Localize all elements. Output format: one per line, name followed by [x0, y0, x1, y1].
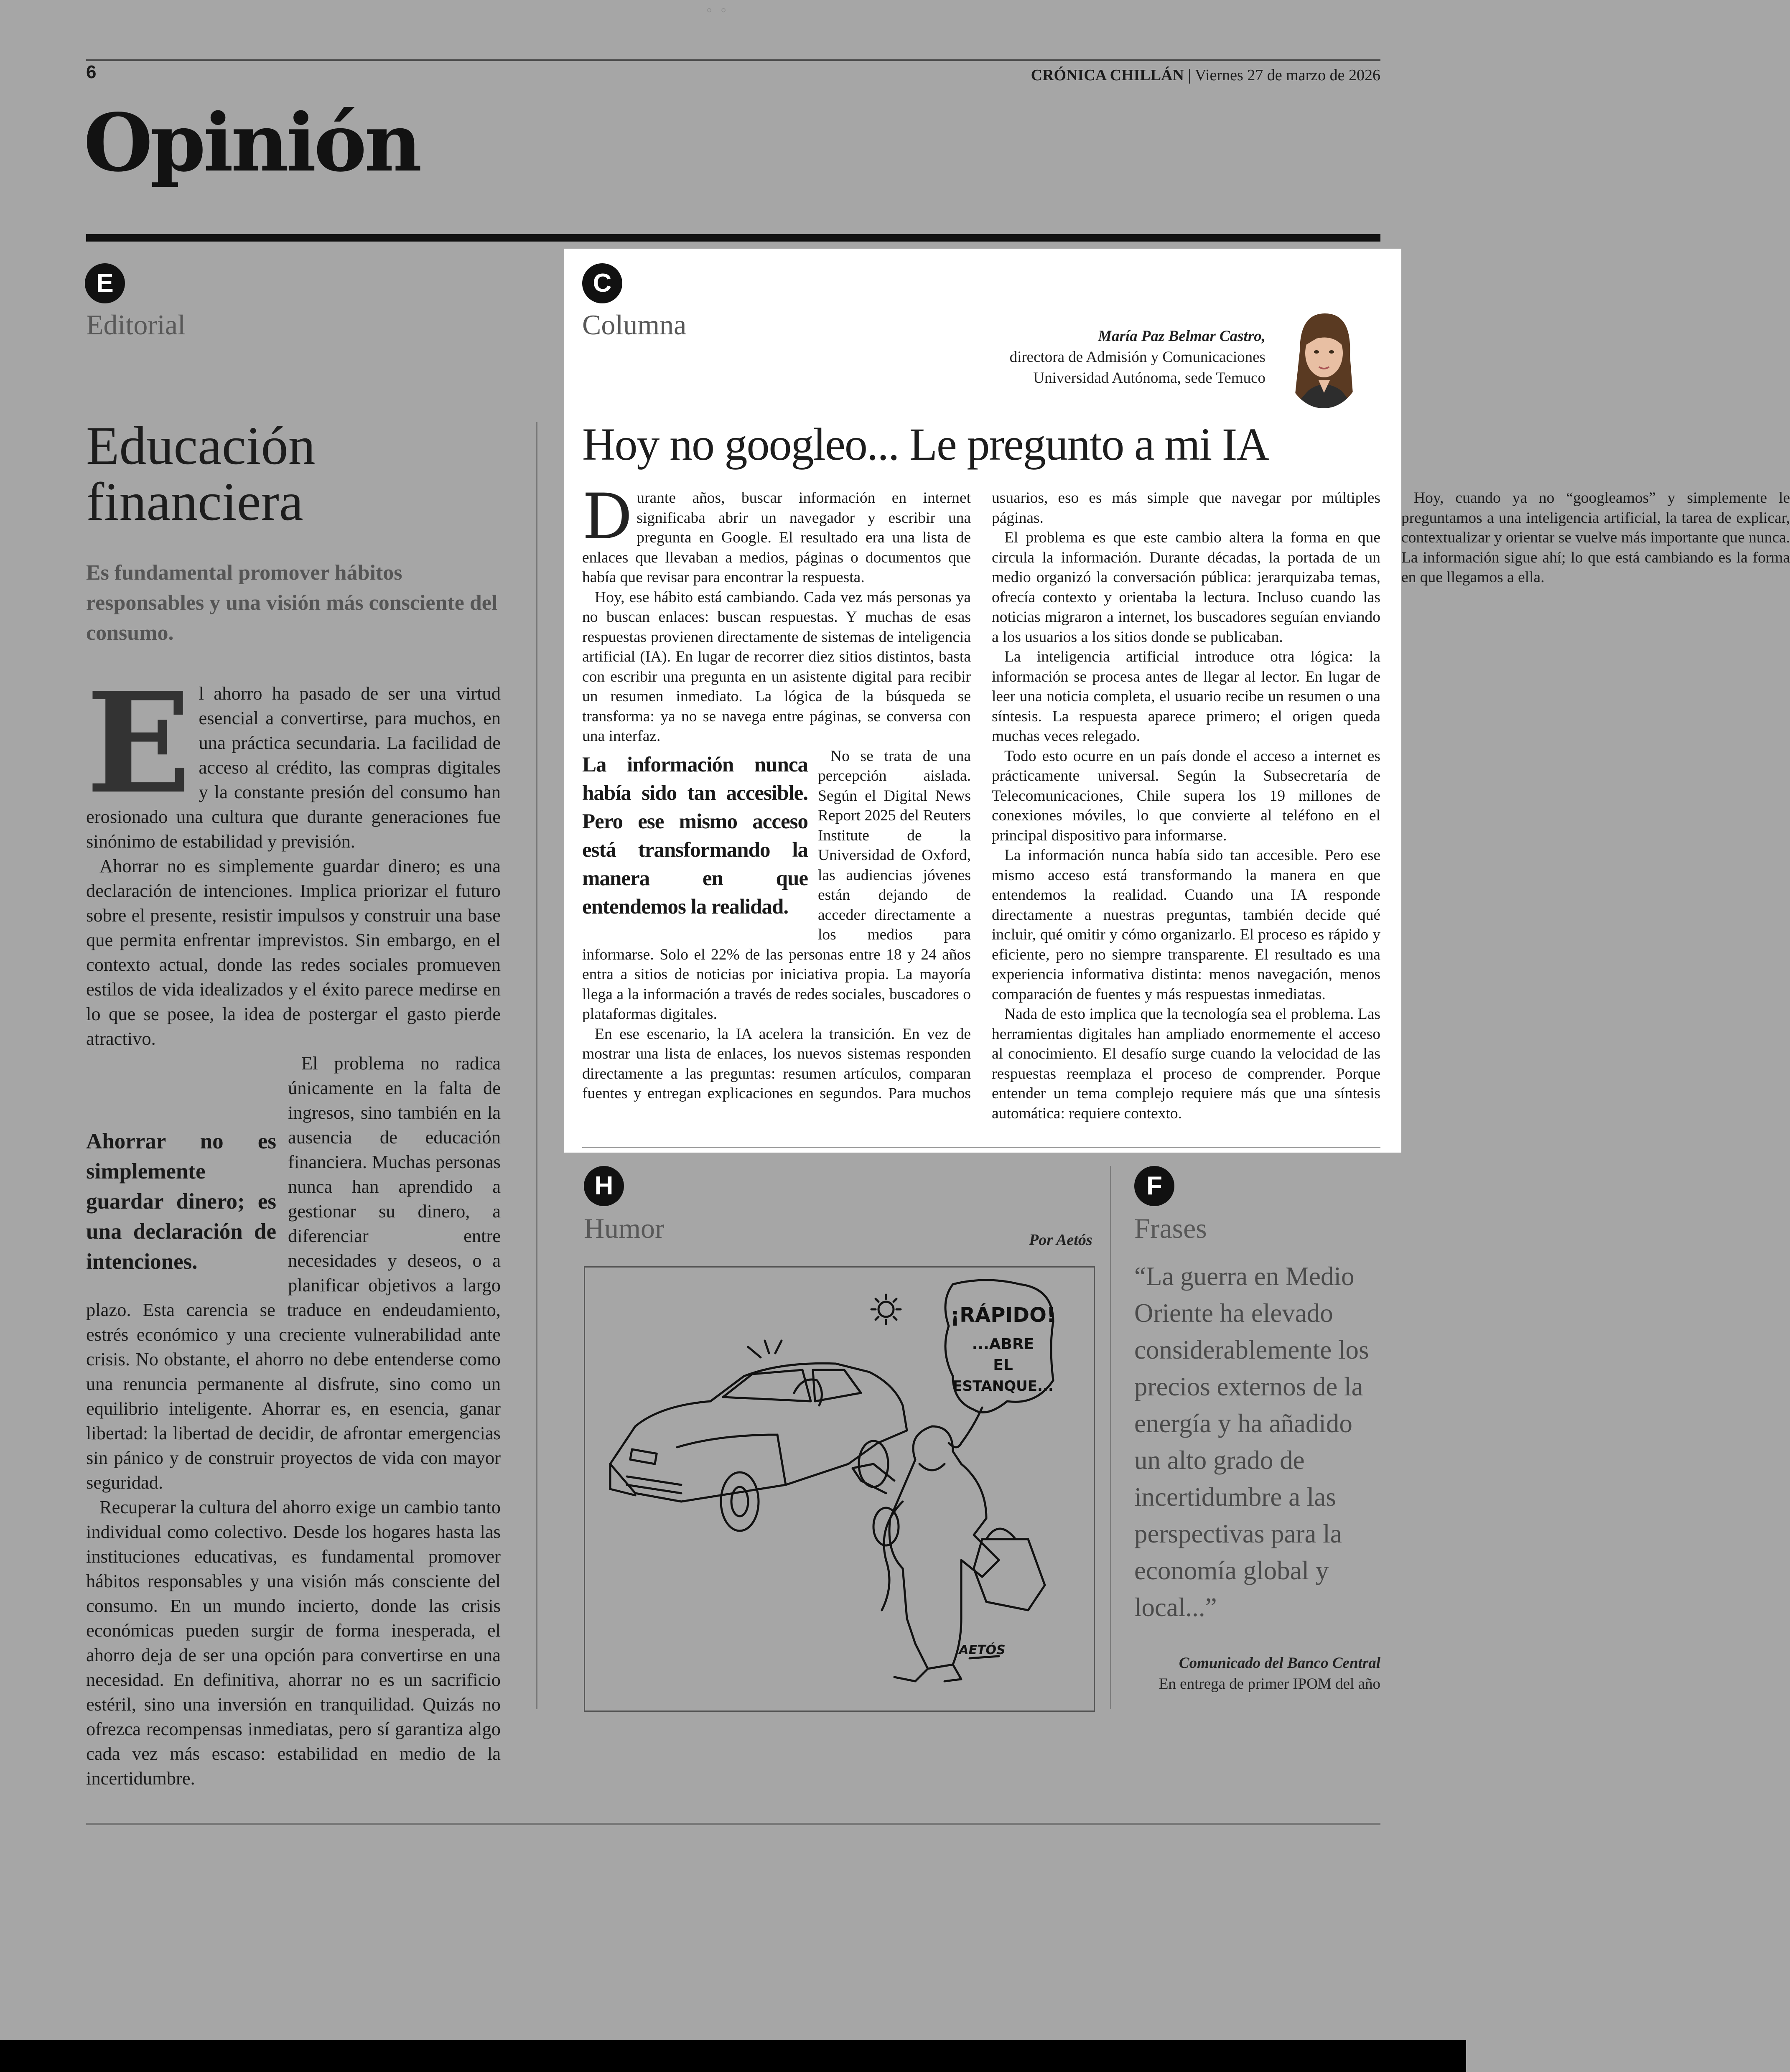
column-paragraph: Nada de esto implica que la tecnología sea el problema. Las herramientas digitales han ampliado enormemente el acceso al conocimiento. El desafío surge cuando la velocidad de las respuestas reemplaza el proceso de comprender. Porque entender un tema complejo requiere más que una síntesis automática: requiere contexto.	[992, 1005, 1380, 1122]
top-rule	[86, 59, 1380, 61]
frases-badge: F	[1134, 1166, 1174, 1206]
author-org: Universidad Autónoma, sede Temuco	[1033, 369, 1265, 387]
issue-date: | Viernes 27 de marzo de 2026	[1188, 66, 1380, 84]
author-role: directora de Admisión y Comunicaciones	[1009, 349, 1265, 366]
editorial-paragraph: Recuperar la cultura del ahorro exige un cambio tanto individual como colectivo. Desde los hogares hasta las instituciones educativas, es fundamental promover hábitos responsables y una visión más consciente del consumo. En un mundo incierto, donde las crisis económicas pueden surgir de forma inesperada, el ahorro deja de ser una opción para convertirse en una necesidad. En definitiva, ahorrar no es un sacrificio estéril, sino una inversión en tranquilidad. Quizás no ofrezca recompensas inmediatas, pero sí garantiza algo cada vez más escaso: estabilidad en medio de la incertidumbre.	[86, 1497, 501, 1789]
bottom-rule	[86, 1823, 1380, 1825]
editorial-title-line2: financiera	[86, 472, 303, 532]
column-paragraph: Hoy, ese hábito está cambiando. Cada vez más personas ya no buscan enlaces: buscan respuestas. Y muchas de esas respuestas provienen directamente de sistemas de inteligencia artificial (IA). En lugar de recorrer diez sitios distintos, basta con escribir una pregunta en un asistente digital para recibir un resumen inmediato. La lógica de la búsqueda se transforma: ya no se navega entre páginas, se conversa con una interfaz.	[582, 588, 971, 745]
frases-divider	[1110, 1166, 1111, 1709]
editorial-subtitle: Es fundamental promover hábitos responsables y una visión más consciente del consumo.	[86, 561, 498, 645]
frases-kicker: Frases	[1134, 1212, 1207, 1244]
editorial-paragraph: El problema no radica únicamente en la falta de ingresos, sino también en la ausencia de educación financiera. Muchas personas nunca han aprendido a gestionar su dinero, a diferenciar entre necesidades y deseos, o a planificar objetivos a largo plazo. Esta carencia se traduce en endeudamiento, estrés económico y una creciente vulnerabilidad ante crisis. No obstante, el ahorro no debe entenderse como una renuncia permanente al disfrute, sino como un equilibrio inteligente. Ahorrar es, en esencia, ganar libertad: la libertad de decidir, de afrontar emergencias sin pánico y de construir proyectos de vida con mayor seguridad.	[86, 1053, 501, 1493]
column-paragraph: La información nunca había sido tan accesible. Pero ese mismo acceso está transformando la manera en que entendemos la realidad. Cuando una IA responde directamente a nuestras preguntas, también decide qué incluir, qué omitir y cómo organizarlo. El proceso es rápido y eficiente, pero no siempre transparente. El resultado es una experiencia informativa distinta: menos navegación, menos comparación de fuentes y más respuestas inmediatas.	[992, 847, 1380, 1003]
column-paragraph: La inteligencia artificial introduce otra lógica: la información se procesa antes de llegar al lector. En lugar de leer una noticia completa, el usuario recibe un resumen o una síntesis. La respuesta aparece primero; el origen queda muchas veces relegado.	[992, 648, 1380, 745]
column-paragraph: Todo esto ocurre en un país donde el acceso a internet es prácticamente universal. Según la Subsecretaría de Telecomunicaciones, Chile supera los 19 millones de conexiones móviles, lo que convierte al teléfono en el principal dispositivo para informarse.	[992, 747, 1380, 844]
column-paragraph: En ese escenario, la IA acelera la transición. En vez de mostrar una lista de enlaces, los nuevos sistemas responden directamente a las preguntas: resumen artículos, comparan fuentes y entregan explicaciones en segundos. Para muchos usuarios, eso es más simple que navegar por múltiples páginas.	[582, 489, 1380, 1102]
humor-cartoon	[584, 1266, 1095, 1712]
bubble-line4: ESTANQUE...	[952, 1378, 1054, 1395]
column-paragraph: Hoy, cuando ya no “googleamos” y simplemente le preguntamos a una inteligencia artificial, la tarea de explicar, contextualizar y orientar se vuelve más importante que nunca. La información sigue ahí; lo que está cambiando es la forma en que llegamos a ella.	[1401, 489, 1790, 586]
column-paragraph: urante años, buscar información en internet significaba abrir un navegador y escribir una pregunta en Google. El resultado era una lista de enlaces que llevaban a medios, páginas o documentos que había que revisar para encontrar la respuesta.	[582, 489, 971, 586]
bubble-line3: EL	[993, 1357, 1013, 1374]
quote-source-context: En entrega de primer IPOM del año	[1159, 1675, 1380, 1693]
viewer-footer-bar	[0, 2040, 1466, 2072]
column-body	[582, 481, 1790, 1132]
editorial-paragraph: l ahorro ha pasado de ser una virtud esencial a convertirse, para muchos, en una práctica secundaria. La facilidad de acceso al crédito, las compras digitales y la constante presión del consumo han erosionado una cultura que durante generaciones fue sinónimo de estabilidad y previsión.	[86, 683, 501, 852]
author-photo	[1283, 305, 1365, 410]
column-title: Hoy no googleo... Le pregunto a mi IA	[582, 419, 1269, 470]
humor-badge: H	[584, 1166, 624, 1206]
bubble-line1: ¡RÁPIDO!	[950, 1303, 1056, 1327]
section-rule	[86, 234, 1380, 242]
editorial-title-line1: Educación	[86, 416, 316, 476]
frases-quote: “La guerra en Medio Oriente ha elevado considerablemente los precios externos de la energía y ha añadido un alto grado de incertidumbre a las perspectivas para la economía global y local...”	[1134, 1262, 1369, 1622]
editorial-kicker: Editorial	[86, 309, 186, 341]
quote-source-name: Comunicado del Banco Central	[1179, 1655, 1380, 1672]
bubble-line2: ...ABRE	[972, 1336, 1034, 1353]
editorial-paragraph: Ahorrar no es simplemente guardar dinero; es una declaración de intenciones. Implica priorizar el futuro sobre el presente, resistir impulsos y construir una base que permita enfrentar imprevistos. Sin embargo, en el contexto actual, donde las redes sociales promueven estilos de vida idealizados y el éxito parece medirse en lo que se posee, la idea de postergar el gasto pierde atractivo.	[86, 855, 501, 1049]
column-badge: C	[582, 263, 622, 303]
column-divider	[536, 422, 537, 1709]
editorial-dropcap: E	[86, 662, 191, 824]
author-name: María Paz Belmar Castro,	[1098, 328, 1265, 345]
column-paragraph: No se trata de una percepción aislada. Según el Digital News Report 2025 del Reuters Institute de la Universidad de Oxford, las audiencias jóvenes están dejando de acceder directamente a los medios para informarse. Solo el 22% de las personas entre 18 y 24 años entra a sitios de noticias por iniciativa propia. La mayoría llega a la información a través de redes sociales, buscadores o plataformas digitales.	[582, 747, 971, 1023]
column-dropcap: D	[582, 481, 633, 553]
masthead	[1031, 66, 1380, 84]
editorial-body	[86, 662, 501, 1791]
column-bottom-rule	[582, 1147, 1380, 1148]
humor-credit: Por Aetós	[1029, 1231, 1092, 1249]
cartoonist-signature: AETÓS	[959, 1643, 1006, 1657]
editorial-pull-quote: Ahorrar no es simplemente guardar dinero; es una declaración de intenciones.	[86, 1129, 276, 1274]
page-nav-dots[interactable]: ◦◦	[706, 0, 735, 19]
humor-kicker: Humor	[584, 1212, 665, 1244]
editorial-badge: E	[85, 263, 125, 303]
author-byline	[1010, 326, 1265, 389]
editorial-title	[86, 418, 504, 530]
page-number: 6	[86, 62, 97, 82]
column-pull-quote: La información nunca había sido tan accesible. Pero ese mismo acceso está transformando la manera en que entendemos la realidad.	[582, 753, 808, 919]
section-title: Opinión	[84, 96, 420, 189]
publication-name: CRÓNICA CHILLÁN	[1031, 66, 1184, 84]
frases-source	[1159, 1653, 1380, 1695]
column-paragraph: El problema es que este cambio altera la forma en que circula la información. Durante décadas, la portada de un medio organizó la conversación pública: jerarquizaba temas, ofrecía contexto y orientaba la lectura. Incluso cuando las noticias migraron a internet, los buscadores seguían enviando a los usuarios a los sitios donde se publicaban.	[992, 529, 1380, 646]
cartoon-drawing	[585, 1268, 1094, 1711]
column-kicker: Columna	[582, 309, 687, 341]
